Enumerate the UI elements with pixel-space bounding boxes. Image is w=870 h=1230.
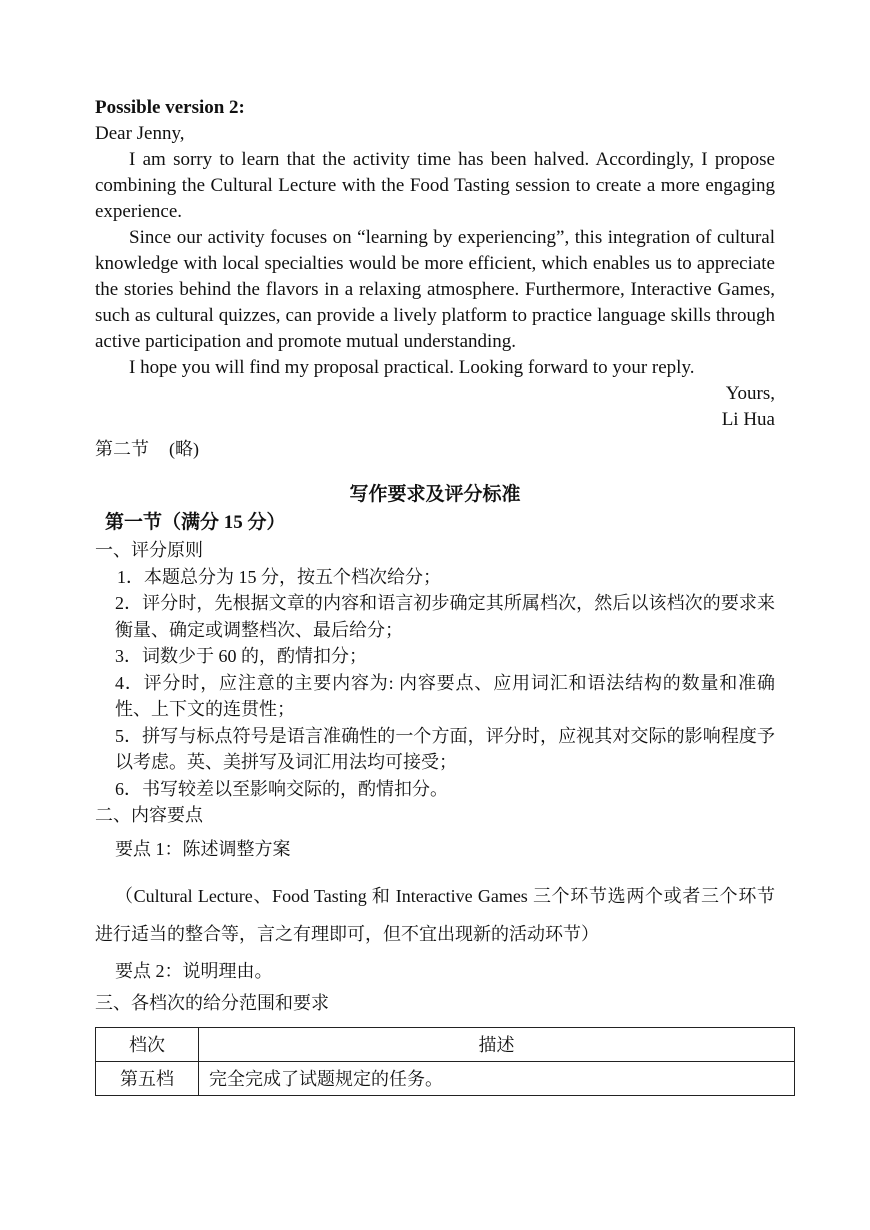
letter-signature: Li Hua	[721, 409, 775, 430]
section-2-note	[95, 435, 775, 463]
table-cell: 完全完成了试题规定的任务。	[199, 1061, 795, 1095]
grades-table	[95, 1027, 795, 1096]
content-heading: 二、内容要点	[95, 805, 203, 825]
letter-paragraph-1: I am sorry to learn that the activity time has been halved. Accordingly, I propose combining the Cultural Lecture with the Food Tasting session to create a more engaging experience.	[95, 149, 775, 222]
principle-item: 4．评分时，应注意的主要内容为: 内容要点、应用词汇和语法结构的数量和准确性、上下文的连贯性；	[115, 672, 775, 719]
section-2-omitted: (略)	[169, 439, 199, 459]
table-header-cell: 档次	[96, 1027, 199, 1061]
letter-paragraph-2: Since our activity focuses on “learning by experiencing”, this integration of cultural knowledge with local specialties would be more efficient, which enables us to appreciate the stories behind the flavors in a relaxing atmosphere. Furthermore, Interactive Games, such as cultural quizzes, can provide a lively platform to practice language skills through active participation and promote mutual understanding.	[95, 227, 775, 352]
section-2-label: 第二节	[95, 439, 149, 459]
table-header-row	[96, 1027, 795, 1061]
letter-paragraph-3: I hope you will find my proposal practical. Looking forward to your reply.	[129, 357, 695, 378]
principle-item: 2．评分时，先根据文章的内容和语言初步确定其所属档次，然后以该档次的要求来衡量、确定或调整档次、最后给分；	[115, 593, 775, 640]
principle-item: 5．拼写与标点符号是语言准确性的一个方面，评分时，应视其对交际的影响程度予以考虑。英、美拼写及词汇用法均可接受；	[115, 725, 775, 772]
table-cell: 第五档	[96, 1061, 199, 1095]
version-label: Possible version 2:	[95, 97, 245, 118]
content-point-1-note: （Cultural Lecture、Food Tasting 和 Interactive Games 三个环节选两个或者三个环节进行适当的整合等，言之有理即可，但不宜出现新的活动环节）	[95, 885, 775, 944]
principle-item: 6．书写较差以至影响交际的，酌情扣分。	[115, 778, 448, 799]
rubric-title: 写作要求及评分标准	[349, 484, 521, 505]
letter-closing: Yours,	[725, 383, 775, 404]
principle-item: 1．本题总分为 15 分，按五个档次给分；	[117, 566, 441, 587]
letter-greeting: Dear Jenny,	[95, 123, 185, 144]
table-header-cell: 描述	[199, 1027, 795, 1061]
document-page	[95, 95, 775, 1096]
section-1-title: 第一节（满分 15 分）	[105, 512, 286, 533]
table-row	[96, 1061, 795, 1095]
content-point-1: 要点 1：陈述调整方案	[115, 838, 291, 859]
principle-item: 3．词数少于 60 的，酌情扣分；	[115, 646, 367, 666]
principles-heading: 一、评分原则	[95, 540, 203, 560]
grades-heading: 三、各档次的给分范围和要求	[95, 992, 329, 1013]
content-point-2: 要点 2：说明理由。	[115, 960, 273, 981]
